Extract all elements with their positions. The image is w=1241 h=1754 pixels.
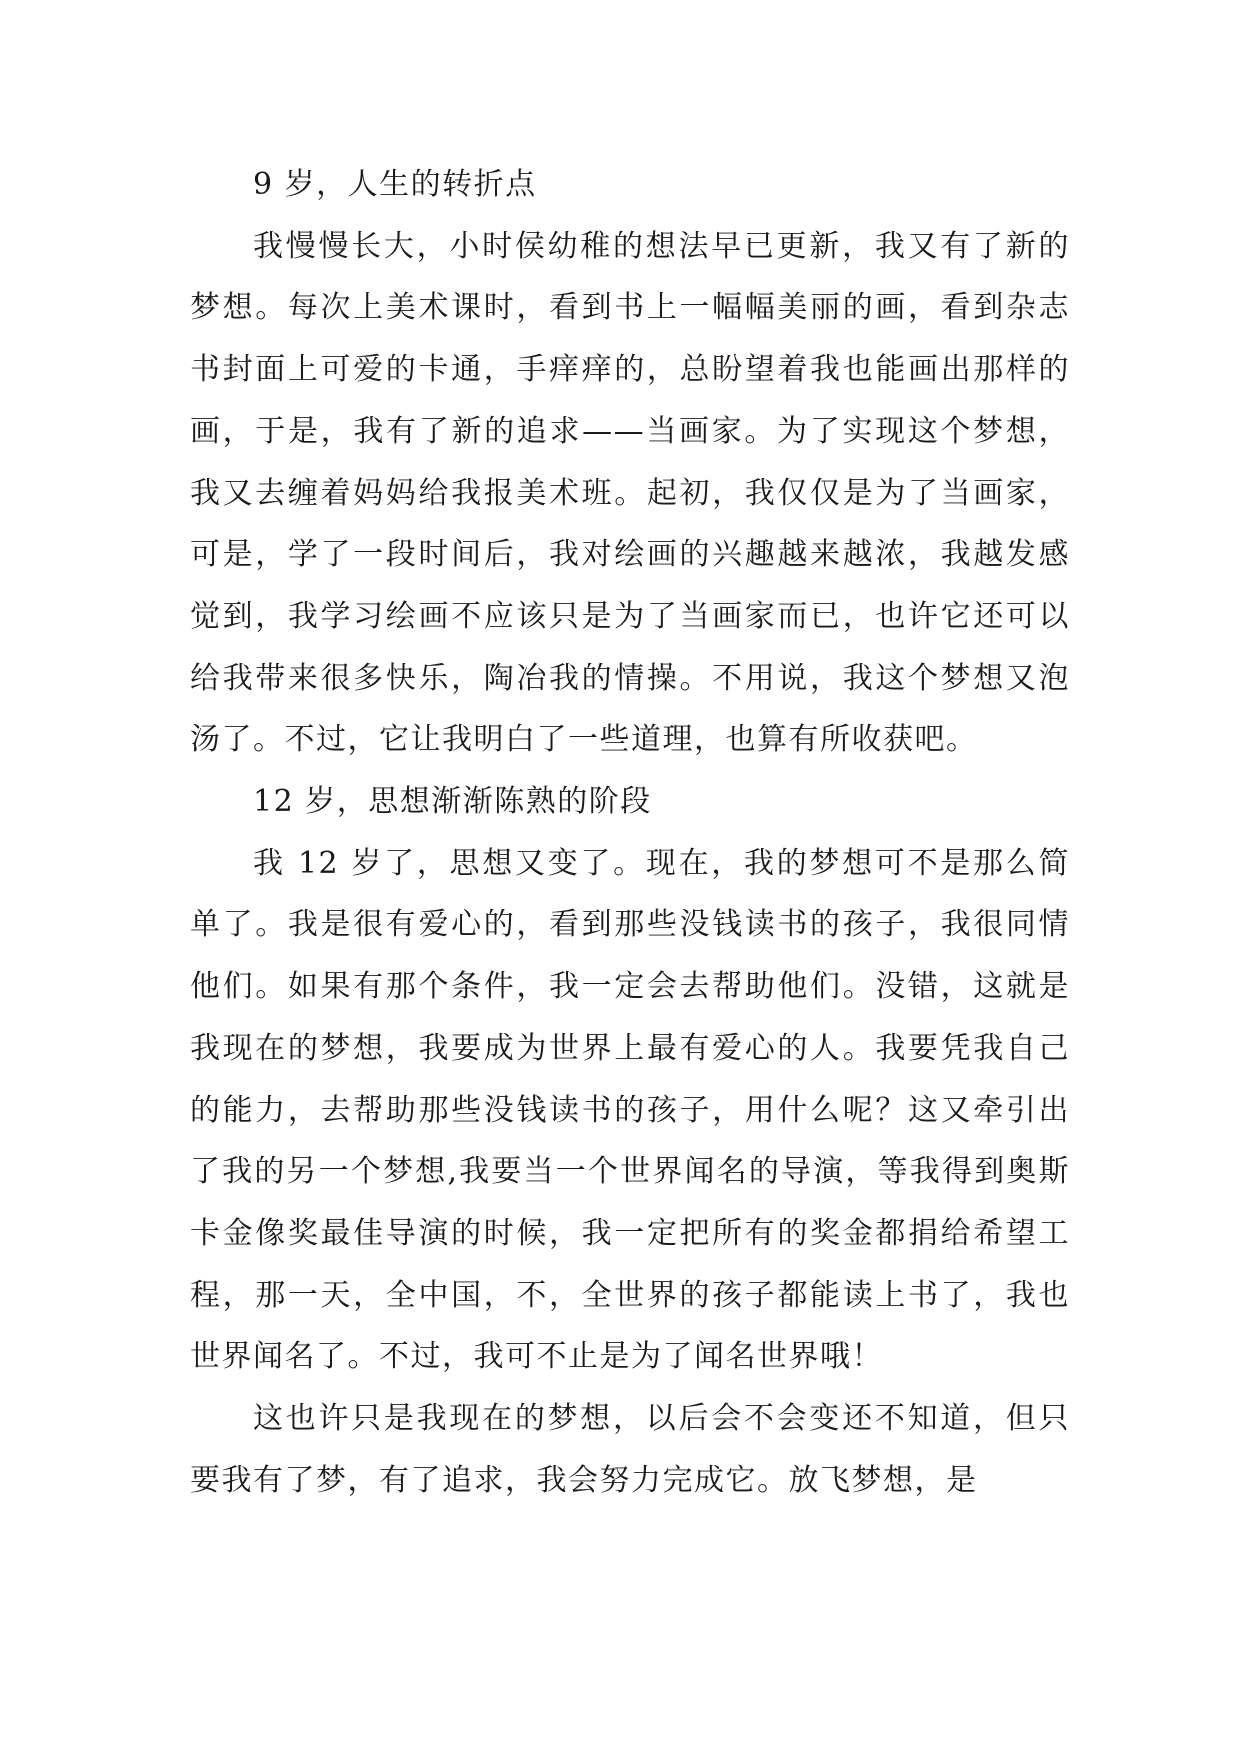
section-heading-age-12: 12 岁，思想渐渐陈熟的阶段: [253, 784, 652, 820]
document-body: [190, 154, 1070, 1511]
paragraph-conclusion: 这也许只是我现在的梦想，以后会不会变还不知道，但只要我有了梦，有了追求，我会努力完成它。放飞梦想，是: [190, 1401, 1070, 1498]
paragraph-dream-painter: 我慢慢长大，小时侯幼稚的想法早已更新，我又有了新的梦想。每次上美术课时，看到书上一幅幅美丽的画，看到杂志书封面上可爱的卡通，手痒痒的，总盼望着我也能画出那样的画，于是，我有了新的追求——当画家。为了实现这个梦想，我又去缠着妈妈给我报美术班。起初，我仅仅是为了当画家，可是，学了一段时间后，我对绘画的兴趣越来越浓，我越发感觉到，我学习绘画不应该只是为了当画家而已，也许它还可以给我带来很多快乐，陶冶我的情操。不用说，我这个梦想又泡汤了。不过，它让我明白了一些道理，也算有所收获吧。: [190, 228, 1070, 758]
paragraph-dream-director: 我 12 岁了，思想又变了。现在，我的梦想可不是那么简单了。我是很有爱心的，看到那些没钱读书的孩子，我很同情他们。如果有那个条件，我一定会去帮助他们。没错，这就是我现在的梦想，我要成为世界上最有爱心的人。我要凭我自己的能力，去帮助那些没钱读书的孩子，用什么呢？这又牵引出了我的另一个梦想,我要当一个世界闻名的导演，等我得到奥斯卡金像奖最佳导演的时候，我一定把所有的奖金都捐给希望工程，那一天，全中国，不，全世界的孩子都能读上书了，我也世界闻名了。不过，我可不止是为了闻名世界哦！: [190, 845, 1070, 1375]
section-heading-age-9: 9 岁，人生的转折点: [253, 167, 537, 202]
